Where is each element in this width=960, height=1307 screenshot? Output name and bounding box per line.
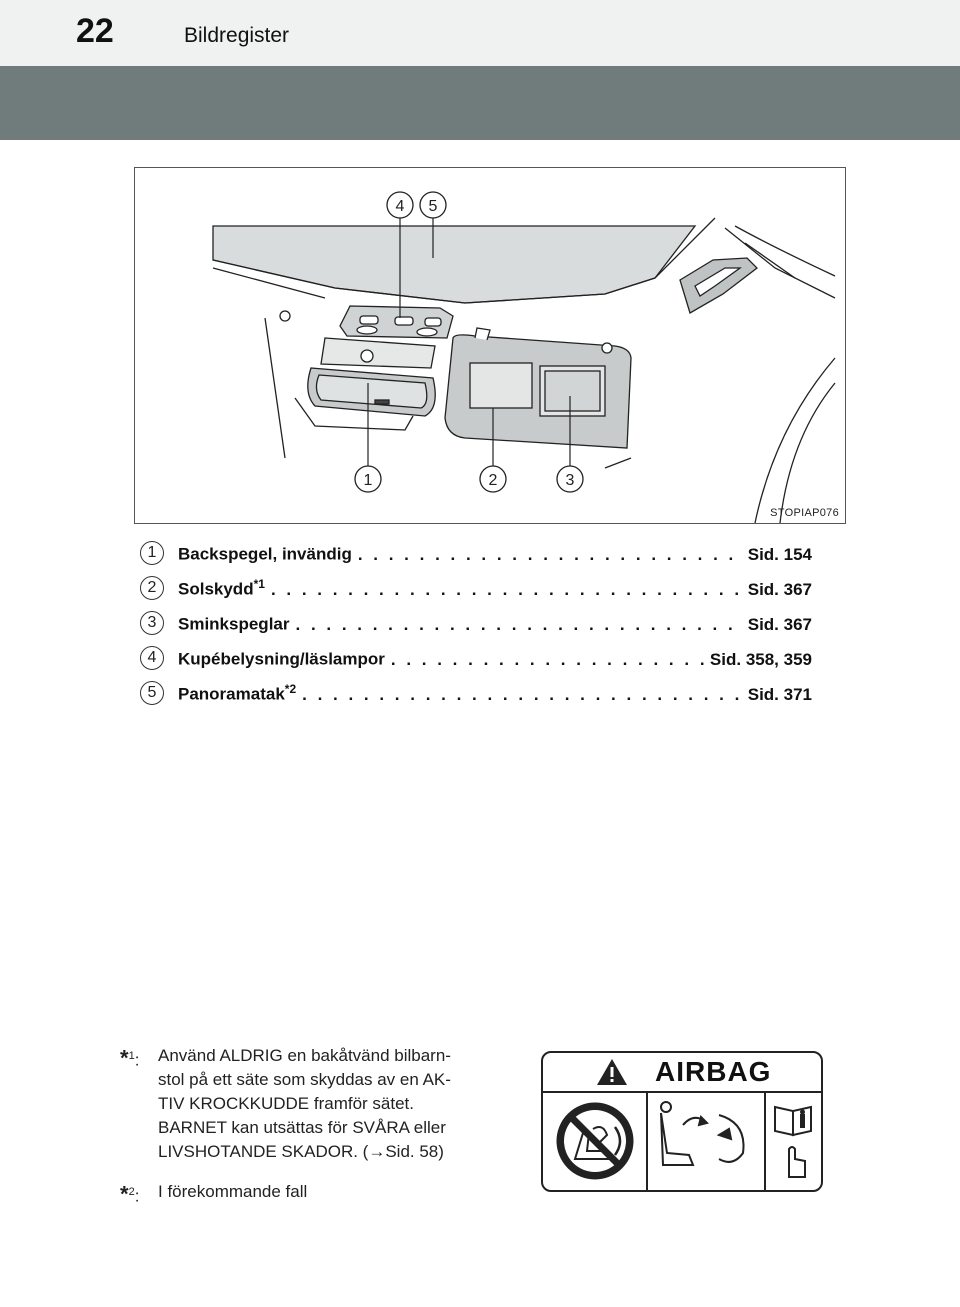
section-title: Bildregister xyxy=(184,24,290,47)
header-band xyxy=(0,66,960,140)
footnote-line: stol på ett säte som skyddas av en AK- xyxy=(158,1070,451,1089)
item-label: Solskydd$^{*1}$ xyxy=(178,577,265,599)
figure-code: STOPIAP076 xyxy=(770,507,839,519)
footnote-mark: * xyxy=(120,1181,129,1207)
page-reference[interactable]: Sid. 154 xyxy=(747,544,812,564)
dot-leader xyxy=(358,545,742,565)
footnote-line: TIV KROCKKUDDE framför sätet. xyxy=(158,1094,414,1113)
item-number: 3 xyxy=(140,611,164,635)
item-number: 1 xyxy=(140,541,164,565)
footnote-number: 1 xyxy=(128,1050,135,1062)
roof-illustration xyxy=(135,168,845,523)
footnote-line: Använd ALDRIG en bakåtvänd bilbarn- xyxy=(158,1046,451,1065)
footnote-2: *$^2$: I förekommande fall xyxy=(120,1180,520,1210)
footnote-line: I förekommande fall xyxy=(158,1182,308,1201)
dot-leader xyxy=(271,580,742,600)
footnote-1: *$^1$: Använd ALDRIG en bakåtvänd bilbarn- stol på ett säte som skyddas av en AK- TIV KROCKKUDDE framför sätet. BARNET kan utsättas för SVÅRA eller LIVSHOTANDE SKADOR. (→Sid. 58) xyxy=(120,1044,520,1174)
page-reference[interactable]: Sid. 371 xyxy=(747,684,812,704)
dot-leader xyxy=(302,685,742,705)
item-label: Kupébelysning/läslampor xyxy=(178,649,385,669)
panorama-roof-shape xyxy=(213,226,695,303)
dot-leader xyxy=(296,615,742,635)
page-reference[interactable]: Sid. 367 xyxy=(747,614,812,634)
interior-roof-figure xyxy=(134,167,846,524)
list-item xyxy=(140,676,820,711)
item-label: Backspegel, invändig xyxy=(178,544,352,564)
item-number: 4 xyxy=(140,646,164,670)
list-item xyxy=(140,641,820,676)
list-item xyxy=(140,606,820,641)
component-list xyxy=(140,536,820,711)
warning-triangle-icon xyxy=(595,1057,629,1087)
no-rear-facing-child-seat-icon xyxy=(557,1103,633,1179)
footnote-line: BARNET kan utsättas för SVÅRA eller xyxy=(158,1118,446,1137)
list-item xyxy=(140,571,820,606)
callout-4: 4 xyxy=(395,198,405,215)
item-label: Panoramatak$^{*2}$ xyxy=(178,682,297,704)
page-number: 22 xyxy=(76,12,114,50)
footnote-line: LIVSHOTANDE SKADOR. (→Sid. 58) xyxy=(158,1142,444,1161)
footnote-mark: * xyxy=(120,1045,129,1071)
page-header xyxy=(0,0,960,66)
callout-3: 3 xyxy=(565,472,575,489)
list-item xyxy=(140,536,820,571)
item-number: 2 xyxy=(140,576,164,600)
callout-1: 1 xyxy=(363,472,373,489)
page-reference[interactable]: Sid. 367 xyxy=(747,579,812,599)
airbag-warning-label xyxy=(541,1051,823,1192)
dot-leader xyxy=(391,650,704,670)
airbag-title: AIRBAG xyxy=(655,1056,772,1087)
page-reference[interactable]: Sid. 358, 359 xyxy=(709,649,812,669)
airbag-deploy-seat-icon xyxy=(661,1102,744,1165)
item-label: Sminkspeglar xyxy=(178,614,290,634)
callout-2: 2 xyxy=(488,472,498,489)
item-number: 5 xyxy=(140,681,164,705)
callout-5: 5 xyxy=(428,198,438,215)
read-manual-icon xyxy=(775,1107,811,1177)
footnote-number: 2 xyxy=(128,1186,135,1198)
